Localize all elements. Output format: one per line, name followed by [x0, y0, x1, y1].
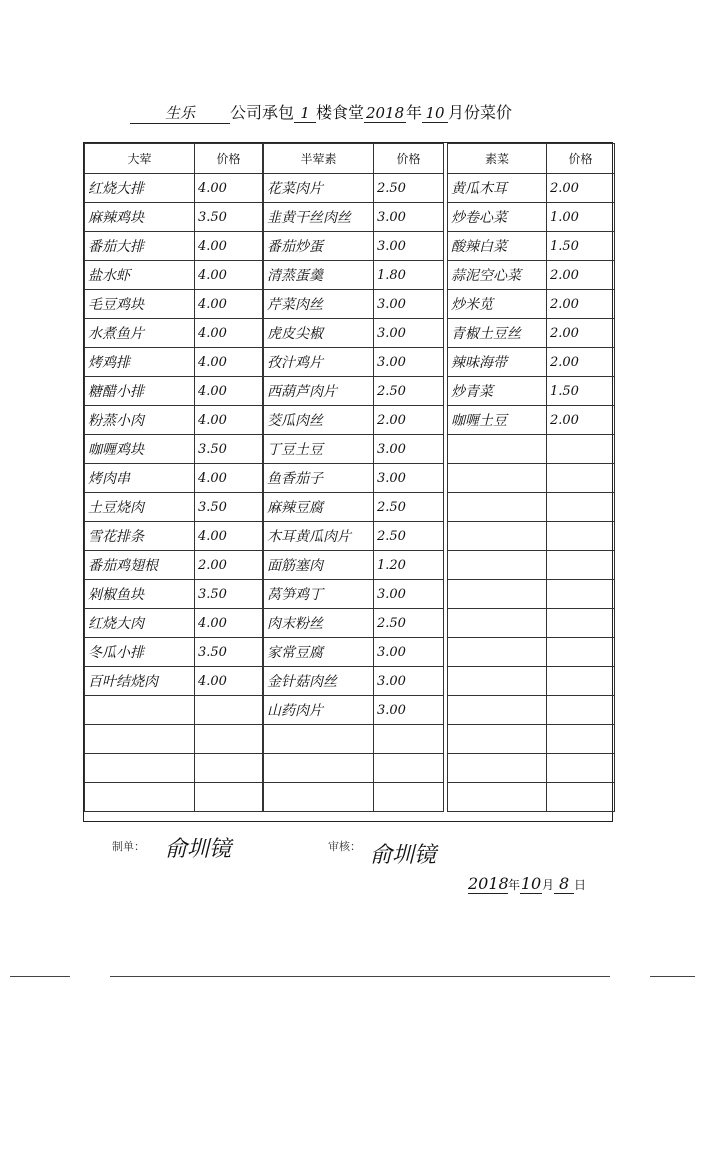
- table-row: [448, 174, 615, 203]
- title-text-menu-price: 月份菜价: [448, 103, 513, 122]
- table-row: [264, 609, 444, 638]
- dish-name-cell: [264, 725, 374, 754]
- meat-name-header: 大荤: [85, 144, 195, 174]
- dish-price-cell: [547, 580, 615, 609]
- dish-name-cell: 孜汁鸡片: [264, 348, 374, 377]
- dish-price-cell: 1.80: [374, 261, 444, 290]
- dish-name-cell: 冬瓜小排: [85, 638, 195, 667]
- dish-name-cell: 红烧大排: [85, 174, 195, 203]
- page-divider-center: [110, 976, 610, 977]
- table-row: [85, 348, 263, 377]
- table-row: [85, 754, 263, 783]
- half-meat-table: [263, 143, 444, 812]
- dish-name-cell: [264, 754, 374, 783]
- dish-name-cell: 山药肉片: [264, 696, 374, 725]
- dish-name-cell: [448, 464, 547, 493]
- table-row: [448, 551, 615, 580]
- dish-price-cell: [374, 783, 444, 812]
- table-row: [448, 464, 615, 493]
- table-row: [448, 667, 615, 696]
- table-row: [448, 696, 615, 725]
- maker-signature: 俞圳镜: [165, 837, 232, 862]
- dish-name-cell: 百叶结烧肉: [85, 667, 195, 696]
- dish-name-cell: 炒青菜: [448, 377, 547, 406]
- dish-name-cell: 番茄鸡翅根: [85, 551, 195, 580]
- title-company: 生乐: [130, 102, 230, 124]
- dish-name-cell: 花菜肉片: [264, 174, 374, 203]
- date-month-unit: 月: [542, 878, 555, 892]
- dish-name-cell: 毛豆鸡块: [85, 290, 195, 319]
- table-row: [448, 290, 615, 319]
- dish-name-cell: [448, 754, 547, 783]
- dish-price-cell: 4.00: [195, 261, 263, 290]
- table-row: [85, 261, 263, 290]
- table-row: [85, 464, 263, 493]
- dish-price-cell: 4.00: [195, 290, 263, 319]
- dish-name-cell: 丁豆土豆: [264, 435, 374, 464]
- table-row: [85, 406, 263, 435]
- table-row: [264, 638, 444, 667]
- dish-name-cell: [85, 725, 195, 754]
- table-row: [85, 377, 263, 406]
- meat-price-header: 价格: [195, 144, 263, 174]
- dish-price-cell: 4.00: [195, 232, 263, 261]
- dish-price-cell: 1.20: [374, 551, 444, 580]
- dish-name-cell: 西葫芦肉片: [264, 377, 374, 406]
- dish-price-cell: [195, 696, 263, 725]
- dish-name-cell: [448, 435, 547, 464]
- dish-price-cell: 3.50: [195, 493, 263, 522]
- dish-price-cell: 3.50: [195, 203, 263, 232]
- dish-price-cell: 4.00: [195, 406, 263, 435]
- table-row: [264, 725, 444, 754]
- table-header-row: [264, 144, 444, 174]
- table-row: [448, 638, 615, 667]
- dish-name-cell: 黄瓜木耳: [448, 174, 547, 203]
- dish-price-cell: 3.00: [374, 203, 444, 232]
- table-row: [264, 203, 444, 232]
- table-row: [448, 522, 615, 551]
- dish-price-cell: [547, 609, 615, 638]
- date-day: 8: [554, 874, 574, 894]
- dish-price-cell: 2.00: [547, 348, 615, 377]
- table-row: [448, 725, 615, 754]
- table-row: [264, 348, 444, 377]
- table-row: [448, 319, 615, 348]
- dish-name-cell: [448, 696, 547, 725]
- dish-price-cell: [547, 522, 615, 551]
- dish-price-cell: 1.50: [547, 377, 615, 406]
- dish-name-cell: 番茄炒蛋: [264, 232, 374, 261]
- dish-name-cell: 糖醋小排: [85, 377, 195, 406]
- table-row: [264, 696, 444, 725]
- dish-price-cell: 3.50: [195, 435, 263, 464]
- table-row: [264, 464, 444, 493]
- table-row: [85, 551, 263, 580]
- table-row: [85, 174, 263, 203]
- dish-price-cell: [195, 783, 263, 812]
- page-divider-right: [650, 976, 695, 977]
- dish-name-cell: 青椒土豆丝: [448, 319, 547, 348]
- dish-price-cell: [374, 754, 444, 783]
- dish-price-cell: 4.00: [195, 377, 263, 406]
- date-month: 10: [520, 874, 542, 893]
- dish-price-cell: [547, 754, 615, 783]
- dish-name-cell: 炒卷心菜: [448, 203, 547, 232]
- dish-price-cell: [547, 638, 615, 667]
- table-row: [264, 261, 444, 290]
- table-row: [85, 580, 263, 609]
- half-price-header: 价格: [374, 144, 444, 174]
- table-row: [264, 667, 444, 696]
- dish-name-cell: 莴笋鸡丁: [264, 580, 374, 609]
- dish-price-cell: 3.00: [374, 464, 444, 493]
- title-text-canteen: 楼食堂: [316, 103, 365, 122]
- dish-price-cell: 3.00: [374, 580, 444, 609]
- dish-name-cell: 雪花排条: [85, 522, 195, 551]
- dish-name-cell: 烤鸡排: [85, 348, 195, 377]
- dish-name-cell: 烤肉串: [85, 464, 195, 493]
- dish-price-cell: 2.00: [547, 174, 615, 203]
- table-row: [448, 377, 615, 406]
- dish-name-cell: 剁椒鱼块: [85, 580, 195, 609]
- date-day-unit: 日: [574, 878, 587, 892]
- table-row: [85, 232, 263, 261]
- dish-price-cell: 2.50: [374, 493, 444, 522]
- dish-name-cell: 麻辣豆腐: [264, 493, 374, 522]
- dish-price-cell: [547, 783, 615, 812]
- dish-name-cell: 盐水虾: [85, 261, 195, 290]
- table-row: [448, 754, 615, 783]
- table-row: [85, 290, 263, 319]
- dish-name-cell: 酸辣白菜: [448, 232, 547, 261]
- dish-name-cell: [448, 580, 547, 609]
- meat-table: [84, 143, 263, 812]
- dish-price-cell: 2.50: [374, 174, 444, 203]
- dish-name-cell: 木耳黄瓜肉片: [264, 522, 374, 551]
- table-row: [264, 754, 444, 783]
- dish-price-cell: 2.00: [195, 551, 263, 580]
- dish-name-cell: [264, 783, 374, 812]
- dish-price-cell: 4.00: [195, 609, 263, 638]
- dish-name-cell: [448, 609, 547, 638]
- half-name-header: 半荤素: [264, 144, 374, 174]
- dish-name-cell: [85, 696, 195, 725]
- table-row: [264, 522, 444, 551]
- dish-price-cell: [195, 725, 263, 754]
- table-row: [85, 725, 263, 754]
- approver-signature: 俞圳镜: [370, 843, 437, 868]
- table-row: [85, 638, 263, 667]
- dish-price-cell: [547, 435, 615, 464]
- page-divider-left: [10, 976, 70, 977]
- dish-name-cell: 蒜泥空心菜: [448, 261, 547, 290]
- table-row: [85, 203, 263, 232]
- veg-name-header: 素菜: [448, 144, 547, 174]
- dish-price-cell: [374, 725, 444, 754]
- dish-name-cell: 韭黄干丝肉丝: [264, 203, 374, 232]
- dish-price-cell: 3.50: [195, 580, 263, 609]
- date-year: 2018: [468, 874, 509, 893]
- dish-name-cell: [448, 638, 547, 667]
- dish-price-cell: 4.00: [195, 464, 263, 493]
- table-row: [448, 203, 615, 232]
- dish-name-cell: 红烧大肉: [85, 609, 195, 638]
- dish-price-cell: 2.00: [547, 290, 615, 319]
- title-month: 10: [422, 104, 448, 123]
- dish-name-cell: 清蒸蛋羹: [264, 261, 374, 290]
- dish-price-cell: 3.00: [374, 290, 444, 319]
- table-row: [264, 493, 444, 522]
- dish-price-cell: 3.00: [374, 638, 444, 667]
- dish-price-cell: 2.00: [547, 319, 615, 348]
- dish-price-cell: [547, 551, 615, 580]
- table-row: [85, 319, 263, 348]
- table-row: [85, 696, 263, 725]
- table-row: [85, 783, 263, 812]
- dish-price-cell: 2.50: [374, 609, 444, 638]
- table-row: [448, 348, 615, 377]
- dish-name-cell: 家常豆腐: [264, 638, 374, 667]
- vegetable-table: [447, 143, 615, 812]
- dish-name-cell: [448, 725, 547, 754]
- dish-name-cell: [448, 551, 547, 580]
- dish-name-cell: 肉末粉丝: [264, 609, 374, 638]
- dish-name-cell: 水煮鱼片: [85, 319, 195, 348]
- table-row: [448, 609, 615, 638]
- table-row: [448, 406, 615, 435]
- maker-label: 制单：: [112, 840, 145, 853]
- price-sheet: [83, 142, 613, 822]
- table-row: [264, 319, 444, 348]
- dish-price-cell: 4.00: [195, 667, 263, 696]
- dish-price-cell: 4.00: [195, 522, 263, 551]
- dish-price-cell: 3.50: [195, 638, 263, 667]
- sign-date: [468, 874, 586, 894]
- title-text-contract: 公司承包: [230, 103, 295, 122]
- dish-name-cell: [448, 783, 547, 812]
- dish-name-cell: [85, 754, 195, 783]
- dish-name-cell: 茭瓜肉丝: [264, 406, 374, 435]
- table-row: [448, 261, 615, 290]
- dish-name-cell: 咖喱鸡块: [85, 435, 195, 464]
- dish-price-cell: 3.00: [374, 232, 444, 261]
- table-row: [264, 551, 444, 580]
- table-row: [85, 522, 263, 551]
- dish-price-cell: [547, 667, 615, 696]
- dish-name-cell: 咖喱土豆: [448, 406, 547, 435]
- dish-price-cell: 3.00: [374, 319, 444, 348]
- dish-price-cell: 1.50: [547, 232, 615, 261]
- table-row: [264, 435, 444, 464]
- table-row: [85, 609, 263, 638]
- dish-name-cell: 虎皮尖椒: [264, 319, 374, 348]
- dish-name-cell: 面筋塞肉: [264, 551, 374, 580]
- dish-price-cell: 4.00: [195, 174, 263, 203]
- table-row: [264, 377, 444, 406]
- dish-name-cell: [448, 522, 547, 551]
- table-row: [264, 232, 444, 261]
- dish-price-cell: 3.00: [374, 696, 444, 725]
- dish-name-cell: 鱼香茄子: [264, 464, 374, 493]
- table-header-row: [448, 144, 615, 174]
- dish-price-cell: 2.50: [374, 377, 444, 406]
- table-header-row: [85, 144, 263, 174]
- dish-price-cell: [547, 493, 615, 522]
- approver-label: 审核：: [328, 840, 361, 853]
- dish-price-cell: 2.50: [374, 522, 444, 551]
- table-row: [264, 290, 444, 319]
- dish-price-cell: [547, 464, 615, 493]
- table-row: [448, 580, 615, 609]
- table-row: [85, 435, 263, 464]
- page-title: [130, 100, 580, 128]
- table-row: [264, 580, 444, 609]
- table-row: [264, 406, 444, 435]
- dish-name-cell: 麻辣鸡块: [85, 203, 195, 232]
- dish-price-cell: 1.00: [547, 203, 615, 232]
- table-row: [448, 493, 615, 522]
- dish-name-cell: [448, 667, 547, 696]
- veg-price-header: 价格: [547, 144, 615, 174]
- dish-price-cell: 2.00: [547, 406, 615, 435]
- title-floor: 1: [294, 104, 316, 123]
- dish-price-cell: [195, 754, 263, 783]
- title-year: 2018: [365, 104, 405, 122]
- table-row: [85, 493, 263, 522]
- date-year-unit: 年: [508, 878, 521, 892]
- dish-price-cell: 4.00: [195, 319, 263, 348]
- table-row: [448, 783, 615, 812]
- dish-price-cell: 2.00: [547, 261, 615, 290]
- table-row: [448, 435, 615, 464]
- table-row: [448, 232, 615, 261]
- dish-name-cell: 番茄大排: [85, 232, 195, 261]
- table-row: [264, 174, 444, 203]
- dish-price-cell: 2.00: [374, 406, 444, 435]
- dish-price-cell: 3.00: [374, 667, 444, 696]
- table-row: [264, 783, 444, 812]
- dish-name-cell: 炒米苋: [448, 290, 547, 319]
- table-row: [85, 667, 263, 696]
- dish-name-cell: 辣味海带: [448, 348, 547, 377]
- dish-price-cell: 4.00: [195, 348, 263, 377]
- dish-price-cell: 3.00: [374, 348, 444, 377]
- dish-name-cell: 金针菇肉丝: [264, 667, 374, 696]
- dish-name-cell: 芹菜肉丝: [264, 290, 374, 319]
- dish-price-cell: [547, 696, 615, 725]
- dish-name-cell: [85, 783, 195, 812]
- dish-name-cell: 粉蒸小肉: [85, 406, 195, 435]
- title-text-year-unit: 年: [406, 103, 423, 122]
- dish-name-cell: 土豆烧肉: [85, 493, 195, 522]
- dish-price-cell: 3.00: [374, 435, 444, 464]
- dish-name-cell: [448, 493, 547, 522]
- dish-price-cell: [547, 725, 615, 754]
